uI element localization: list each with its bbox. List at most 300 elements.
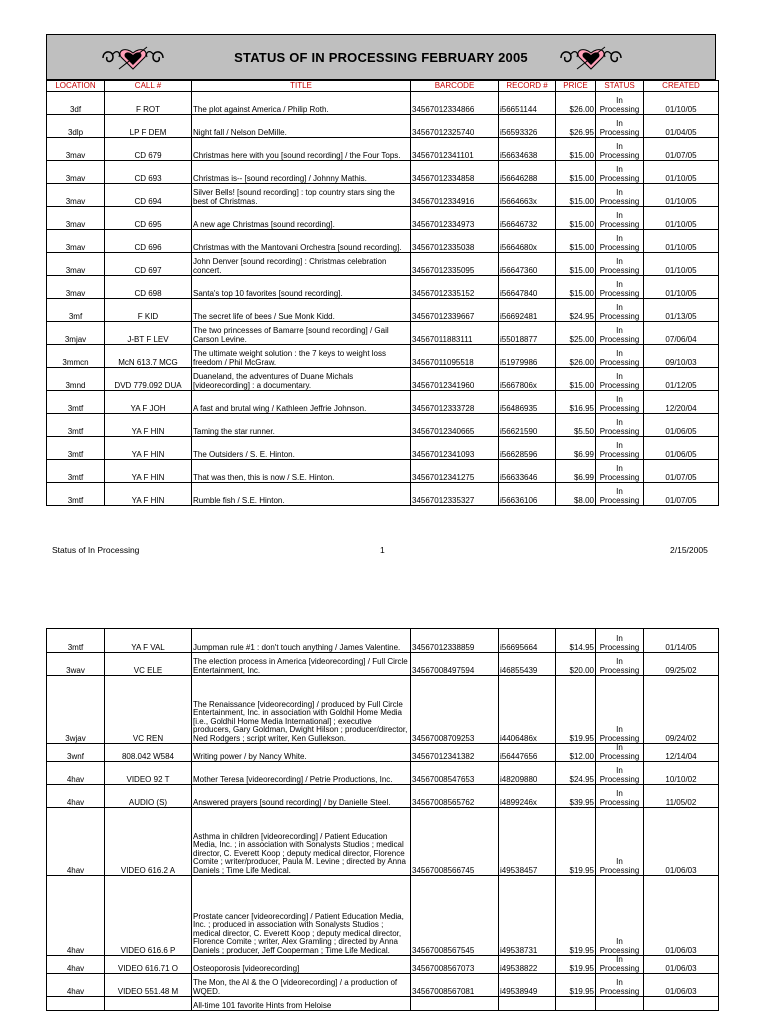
barcode-cell: 34567008566745 — [411, 808, 499, 876]
status-cell — [596, 483, 644, 506]
status-cell — [596, 391, 644, 414]
record-number-cell: i48209880 — [499, 762, 556, 785]
barcode-cell: 34567012340665 — [411, 414, 499, 437]
record-number-cell: i56633646 — [499, 460, 556, 483]
column-header: RECORD # — [499, 81, 556, 92]
table-body — [47, 92, 719, 506]
title-cell: The secret life of bees / Sue Monk Kidd. — [192, 299, 411, 322]
created-date-cell: 07/06/04 — [644, 322, 719, 345]
record-number-cell: i49538949 — [499, 974, 556, 997]
status-line-1: In — [616, 165, 623, 174]
table-row — [47, 345, 719, 368]
created-date-cell: 01/04/05 — [644, 115, 719, 138]
location-cell: 3mf — [47, 299, 105, 322]
title-cell: A new age Christmas [sound recording]. — [192, 207, 411, 230]
price-cell: $16.95 — [556, 391, 596, 414]
status-line-1: In — [616, 257, 623, 266]
title-cell: Night fall / Nelson DeMille. — [192, 115, 411, 138]
record-number-cell: i51979986 — [499, 345, 556, 368]
status-cell — [596, 762, 644, 785]
status-line-2: Processing — [599, 242, 640, 252]
table-row — [47, 161, 719, 184]
record-number-cell: i56628596 — [499, 437, 556, 460]
status-line-2: Processing — [599, 127, 640, 137]
price-cell: $6.99 — [556, 460, 596, 483]
title-cell: The plot against America / Philip Roth. — [192, 92, 411, 115]
table-row — [47, 299, 719, 322]
created-date-cell: 01/10/05 — [644, 92, 719, 115]
heart-ornament-icon — [557, 45, 625, 71]
status-line-1: In — [616, 634, 623, 643]
record-number-cell: i4406486x — [499, 676, 556, 744]
title-cell: Asthma in children [videorecording] / Patient Education Media, Inc. ; in association with Sonalysts Studios ; medical director, C. Everett Koop ; deputy medical director, Florence Comite ; writer/producer, Paula M. Levine ; directed by Anna Daniels ; Time Life Medical. — [192, 808, 411, 876]
status-cell — [596, 785, 644, 808]
created-date-cell: 01/10/05 — [644, 276, 719, 299]
table-row — [47, 391, 719, 414]
location-cell: 3mav — [47, 253, 105, 276]
status-line-1: In — [616, 857, 623, 866]
table-row — [47, 653, 719, 676]
barcode-cell: 34567012334866 — [411, 92, 499, 115]
price-cell: $6.99 — [556, 437, 596, 460]
report-title: STATUS OF IN PROCESSING FEBRUARY 2005 — [234, 50, 528, 65]
table-row — [47, 997, 719, 1011]
created-date-cell: 01/06/03 — [644, 956, 719, 974]
location-cell: 3df — [47, 92, 105, 115]
column-header: TITLE — [192, 81, 411, 92]
column-header: BARCODE — [411, 81, 499, 92]
status-cell — [596, 345, 644, 368]
table-row — [47, 483, 719, 506]
barcode-cell: 34567012335038 — [411, 230, 499, 253]
status-line-1: In — [616, 955, 623, 964]
call-number-cell: VIDEO 616.71 O — [105, 956, 192, 974]
location-cell: 3wnf — [47, 744, 105, 762]
call-number-cell: J-BT F LEV — [105, 322, 192, 345]
status-line-1: In — [616, 657, 623, 666]
record-number-cell: i56695664 — [499, 629, 556, 653]
table-row — [47, 92, 719, 115]
table-row — [47, 207, 719, 230]
call-number-cell: YA F JOH — [105, 391, 192, 414]
status-line-2: Processing — [599, 865, 640, 875]
created-date-cell: 11/05/02 — [644, 785, 719, 808]
status-line-2: Processing — [599, 311, 640, 321]
record-number-cell: i56692481 — [499, 299, 556, 322]
barcode-cell: 34567011883111 — [411, 322, 499, 345]
status-line-1: In — [616, 418, 623, 427]
location-cell: 4hav — [47, 956, 105, 974]
call-number-cell: CD 696 — [105, 230, 192, 253]
barcode-cell: 34567012334973 — [411, 207, 499, 230]
table-row — [47, 460, 719, 483]
status-line-1: In — [616, 978, 623, 987]
call-number-cell: AUDIO (S) — [105, 785, 192, 808]
barcode-cell — [411, 997, 499, 1011]
title-cell: Silver Bells! [sound recording] : top country stars sing the best of Christmas. — [192, 184, 411, 207]
call-number-cell: LP F DEM — [105, 115, 192, 138]
call-number-cell: F KID — [105, 299, 192, 322]
record-number-cell: i56486935 — [499, 391, 556, 414]
location-cell: 3mtf — [47, 391, 105, 414]
call-number-cell: YA F HIN — [105, 483, 192, 506]
status-line-1: In — [616, 234, 623, 243]
location-cell: 3mav — [47, 276, 105, 299]
call-number-cell — [105, 997, 192, 1011]
price-cell: $15.00 — [556, 184, 596, 207]
barcode-cell: 34567011095518 — [411, 345, 499, 368]
price-cell: $19.95 — [556, 808, 596, 876]
status-line-2: Processing — [599, 403, 640, 413]
created-date-cell: 09/24/02 — [644, 676, 719, 744]
status-cell — [596, 808, 644, 876]
price-cell: $26.95 — [556, 115, 596, 138]
title-cell: Taming the star runner. — [192, 414, 411, 437]
status-line-2: Processing — [599, 986, 640, 996]
barcode-cell: 34567012334916 — [411, 184, 499, 207]
barcode-cell: 34567012333728 — [411, 391, 499, 414]
status-cell — [596, 876, 644, 956]
created-date-cell: 12/20/04 — [644, 391, 719, 414]
status-cell — [596, 161, 644, 184]
table-header-row — [47, 81, 719, 92]
title-cell: John Denver [sound recording] : Christmas celebration concert. — [192, 253, 411, 276]
call-number-cell: VIDEO 92 T — [105, 762, 192, 785]
location-cell: 3mav — [47, 207, 105, 230]
created-date-cell: 10/10/02 — [644, 762, 719, 785]
barcode-cell: 34567008567081 — [411, 974, 499, 997]
price-cell: $15.00 — [556, 230, 596, 253]
table-row — [47, 138, 719, 161]
barcode-cell: 34567012341101 — [411, 138, 499, 161]
status-cell — [596, 253, 644, 276]
call-number-cell: YA F HIN — [105, 437, 192, 460]
status-line-1: In — [616, 789, 623, 798]
title-cell: Christmas is-- [sound recording] / Johnny Mathis. — [192, 161, 411, 184]
status-line-2: Processing — [599, 751, 640, 761]
location-cell: 3mtf — [47, 483, 105, 506]
status-line-1: In — [616, 303, 623, 312]
location-cell: 3mav — [47, 184, 105, 207]
call-number-cell: McN 613.7 MCG — [105, 345, 192, 368]
status-line-1: In — [616, 395, 623, 404]
record-number-cell: i56634638 — [499, 138, 556, 161]
location-cell: 3mjav — [47, 322, 105, 345]
status-line-2: Processing — [599, 472, 640, 482]
title-cell: Santa's top 10 favorites [sound recording]. — [192, 276, 411, 299]
price-cell — [556, 997, 596, 1011]
call-number-cell: CD 697 — [105, 253, 192, 276]
call-number-cell: YA F VAL — [105, 629, 192, 653]
title-cell: A fast and brutal wing / Kathleen Jeffrie Johnson. — [192, 391, 411, 414]
footer-date: 2/15/2005 — [670, 545, 708, 555]
status-line-2: Processing — [599, 774, 640, 784]
status-cell — [596, 744, 644, 762]
table-row — [47, 629, 719, 653]
title-cell: The Renaissance [videorecording] / produced by Full Circle Entertainment, Inc. in association with Goldhil Home Media [i.e., Goldhil Home Media International] ; executive producers, Gary Goldman, Dwight Hilson ; producer/director, Ned Rodgers ; script writer, Ken Gullekson. — [192, 676, 411, 744]
created-date-cell: 01/12/05 — [644, 368, 719, 391]
title-cell: Duaneland, the adventures of Duane Michals [videorecording] : a documentary. — [192, 368, 411, 391]
title-cell: The Outsiders / S. E. Hinton. — [192, 437, 411, 460]
call-number-cell: YA F HIN — [105, 460, 192, 483]
status-line-2: Processing — [599, 150, 640, 160]
title-cell: Osteoporosis [videorecording] — [192, 956, 411, 974]
status-cell — [596, 956, 644, 974]
record-number-cell: i56593326 — [499, 115, 556, 138]
table-row — [47, 744, 719, 762]
barcode-cell: 34567012339667 — [411, 299, 499, 322]
title-cell: All-time 101 favorite Hints from Heloise — [192, 997, 411, 1011]
created-date-cell: 01/10/05 — [644, 184, 719, 207]
barcode-cell: 34567012325740 — [411, 115, 499, 138]
barcode-cell: 34567008547653 — [411, 762, 499, 785]
table-row — [47, 956, 719, 974]
location-cell: 3wav — [47, 653, 105, 676]
record-number-cell: i56636106 — [499, 483, 556, 506]
price-cell: $26.00 — [556, 345, 596, 368]
created-date-cell: 01/06/03 — [644, 876, 719, 956]
created-date-cell: 01/10/05 — [644, 230, 719, 253]
call-number-cell: DVD 779.092 DUA — [105, 368, 192, 391]
price-cell: $25.00 — [556, 322, 596, 345]
location-cell: 3dlp — [47, 115, 105, 138]
title-cell: Prostate cancer [videorecording] / Patient Education Media, Inc. ; produced in association with Sonalysts Studios ; medical director, C. Everett Koop ; deputy medical director, Florence Comite ; writer, Alex Gramling ; directed by Anna Daniels ; producer, Jeff Cooperman ; Time Life Medical. — [192, 876, 411, 956]
status-cell — [596, 230, 644, 253]
table-row — [47, 230, 719, 253]
location-cell: 3mav — [47, 161, 105, 184]
status-line-1: In — [616, 487, 623, 496]
barcode-cell: 34567012341960 — [411, 368, 499, 391]
status-line-1: In — [616, 766, 623, 775]
call-number-cell: VC ELE — [105, 653, 192, 676]
location-cell — [47, 997, 105, 1011]
record-number-cell: i5664680x — [499, 230, 556, 253]
title-cell: The election process in America [videorecording] / Full Circle Entertainment, Inc. — [192, 653, 411, 676]
table-row — [47, 974, 719, 997]
status-cell — [596, 629, 644, 653]
status-line-1: In — [616, 211, 623, 220]
record-number-cell: i49538457 — [499, 808, 556, 876]
call-number-cell: CD 695 — [105, 207, 192, 230]
status-line-2: Processing — [599, 426, 640, 436]
price-cell: $26.00 — [556, 92, 596, 115]
record-number-cell: i56621590 — [499, 414, 556, 437]
status-cell — [596, 368, 644, 391]
status-cell — [596, 460, 644, 483]
status-line-1: In — [616, 119, 623, 128]
call-number-cell: CD 694 — [105, 184, 192, 207]
status-cell — [596, 92, 644, 115]
table-row — [47, 808, 719, 876]
status-line-2: Processing — [599, 219, 640, 229]
column-header: LOCATION — [47, 81, 105, 92]
table-row — [47, 253, 719, 276]
call-number-cell: VC REN — [105, 676, 192, 744]
barcode-cell: 34567012335152 — [411, 276, 499, 299]
status-line-1: In — [616, 142, 623, 151]
created-date-cell: 01/13/05 — [644, 299, 719, 322]
location-cell: 4hav — [47, 876, 105, 956]
price-cell: $15.00 — [556, 138, 596, 161]
title-cell: Answered prayers [sound recording] / by Danielle Steel. — [192, 785, 411, 808]
created-date-cell: 01/06/05 — [644, 414, 719, 437]
status-line-1: In — [616, 743, 623, 752]
title-cell: That was then, this is now / S.E. Hinton. — [192, 460, 411, 483]
price-cell: $15.00 — [556, 368, 596, 391]
record-number-cell: i55018877 — [499, 322, 556, 345]
created-date-cell: 01/07/05 — [644, 483, 719, 506]
record-number-cell: i5667806x — [499, 368, 556, 391]
barcode-cell: 34567012341275 — [411, 460, 499, 483]
location-cell: 3mtf — [47, 629, 105, 653]
price-cell: $19.95 — [556, 974, 596, 997]
created-date-cell: 01/10/05 — [644, 161, 719, 184]
price-cell: $24.95 — [556, 299, 596, 322]
title-cell: The ultimate weight solution : the 7 keys to weight loss freedom / Phil McGraw. — [192, 345, 411, 368]
call-number-cell: F ROT — [105, 92, 192, 115]
call-number-cell: VIDEO 551.48 M — [105, 974, 192, 997]
status-cell — [596, 276, 644, 299]
status-cell — [596, 676, 644, 744]
record-number-cell: i46855439 — [499, 653, 556, 676]
status-cell — [596, 299, 644, 322]
footer-page-number: 1 — [380, 545, 385, 555]
status-line-1: In — [616, 441, 623, 450]
status-line-2: Processing — [599, 104, 640, 114]
table-body — [47, 629, 719, 1011]
record-number-cell: i56647840 — [499, 276, 556, 299]
price-cell: $39.95 — [556, 785, 596, 808]
status-line-2: Processing — [599, 945, 640, 955]
status-line-2: Processing — [599, 288, 640, 298]
barcode-cell: 34567012335095 — [411, 253, 499, 276]
status-line-2: Processing — [599, 797, 640, 807]
record-number-cell: i56447656 — [499, 744, 556, 762]
table-row — [47, 115, 719, 138]
barcode-cell: 34567008567073 — [411, 956, 499, 974]
column-header: PRICE — [556, 81, 596, 92]
location-cell: 3mtf — [47, 414, 105, 437]
record-number-cell: i56651144 — [499, 92, 556, 115]
table-row — [47, 414, 719, 437]
price-cell: $19.95 — [556, 876, 596, 956]
location-cell: 3mtf — [47, 437, 105, 460]
title-cell: The Mon, the Al & the O [videorecording] / a production of WQED. — [192, 974, 411, 997]
column-header: CALL # — [105, 81, 192, 92]
location-cell: 3mmcn — [47, 345, 105, 368]
status-table-page-2 — [46, 628, 719, 1011]
status-line-1: In — [616, 96, 623, 105]
status-cell — [596, 437, 644, 460]
call-number-cell: CD 679 — [105, 138, 192, 161]
barcode-cell: 34567008497594 — [411, 653, 499, 676]
created-date-cell: 01/07/05 — [644, 138, 719, 161]
created-date-cell: 01/10/05 — [644, 253, 719, 276]
table-row — [47, 322, 719, 345]
status-line-2: Processing — [599, 265, 640, 275]
created-date-cell: 01/10/05 — [644, 207, 719, 230]
status-line-2: Processing — [599, 665, 640, 675]
price-cell: $15.00 — [556, 161, 596, 184]
status-line-1: In — [616, 326, 623, 335]
created-date-cell: 01/06/03 — [644, 808, 719, 876]
table-row — [47, 785, 719, 808]
status-cell — [596, 184, 644, 207]
created-date-cell: 01/14/05 — [644, 629, 719, 653]
price-cell: $5.50 — [556, 414, 596, 437]
created-date-cell: 01/06/05 — [644, 437, 719, 460]
price-cell: $14.95 — [556, 629, 596, 653]
price-cell: $19.95 — [556, 956, 596, 974]
price-cell: $8.00 — [556, 483, 596, 506]
column-header: CREATED — [644, 81, 719, 92]
status-line-2: Processing — [599, 173, 640, 183]
price-cell: $15.00 — [556, 276, 596, 299]
status-line-1: In — [616, 188, 623, 197]
location-cell: 4hav — [47, 785, 105, 808]
location-cell: 3mtf — [47, 460, 105, 483]
price-cell: $15.00 — [556, 253, 596, 276]
status-cell — [596, 974, 644, 997]
status-line-1: In — [616, 464, 623, 473]
table-row — [47, 876, 719, 956]
price-cell: $12.00 — [556, 744, 596, 762]
status-line-1: In — [616, 725, 623, 734]
table-row — [47, 437, 719, 460]
barcode-cell: 34567012334858 — [411, 161, 499, 184]
table-row — [47, 762, 719, 785]
status-line-2: Processing — [599, 733, 640, 743]
status-line-1: In — [616, 372, 623, 381]
status-line-2: Processing — [599, 196, 640, 206]
report-banner — [46, 34, 716, 80]
call-number-cell: CD 693 — [105, 161, 192, 184]
call-number-cell: VIDEO 616.6 P — [105, 876, 192, 956]
title-cell: Jumpman rule #1 : don't touch anything / James Valentine. — [192, 629, 411, 653]
status-line-2: Processing — [599, 449, 640, 459]
barcode-cell: 34567012341382 — [411, 744, 499, 762]
location-cell: 3mav — [47, 138, 105, 161]
status-line-1: In — [616, 280, 623, 289]
status-cell — [596, 207, 644, 230]
title-cell: Christmas here with you [sound recording] / the Four Tops. — [192, 138, 411, 161]
location-cell: 4hav — [47, 762, 105, 785]
status-line-2: Processing — [599, 357, 640, 367]
title-cell: Writing power / by Nancy White. — [192, 744, 411, 762]
title-cell: Mother Teresa [videorecording] / Petrie Productions, Inc. — [192, 762, 411, 785]
record-number-cell: i5664663x — [499, 184, 556, 207]
status-line-1: In — [616, 937, 623, 946]
created-date-cell — [644, 997, 719, 1011]
record-number-cell: i56646732 — [499, 207, 556, 230]
record-number-cell: i49538822 — [499, 956, 556, 974]
barcode-cell: 34567008567545 — [411, 876, 499, 956]
barcode-cell: 34567012341093 — [411, 437, 499, 460]
barcode-cell: 34567012335327 — [411, 483, 499, 506]
status-line-1: In — [616, 349, 623, 358]
created-date-cell: 01/06/03 — [644, 974, 719, 997]
status-line-2: Processing — [599, 334, 640, 344]
status-cell — [596, 653, 644, 676]
barcode-cell: 34567008565762 — [411, 785, 499, 808]
barcode-cell: 34567008709253 — [411, 676, 499, 744]
status-cell — [596, 997, 644, 1011]
status-line-2: Processing — [599, 380, 640, 390]
location-cell: 3wjav — [47, 676, 105, 744]
price-cell: $20.00 — [556, 653, 596, 676]
title-cell: The two princesses of Bamarre [sound recording] / Gail Carson Levine. — [192, 322, 411, 345]
call-number-cell: 808.042 W584 — [105, 744, 192, 762]
